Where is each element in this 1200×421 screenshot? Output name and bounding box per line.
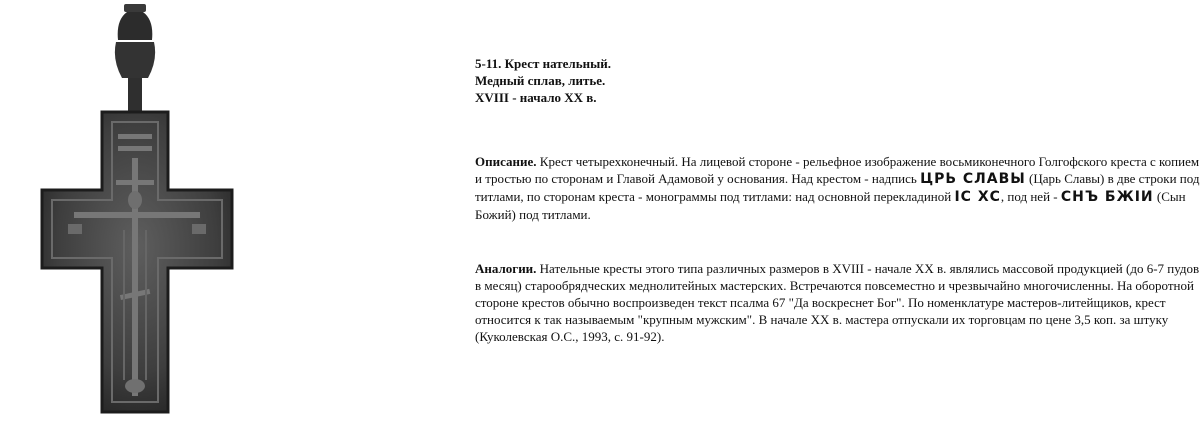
description-text-3: , под ней - <box>1000 189 1061 204</box>
analogies-text: Нательные кресты этого типа различных размеров в XVIII - начале XX в. являлись массовой продукцией (до 6-7 пудов в месяц) старообрядческих меднолитейных мастерских. Встречаются повсеместно и чрезвычайно многочисленны. На оборотной стороне крестов обычно воспроизведен текст псалма 67 "Да воскреснет Бог". По номенклатуре мастеров-литейщиков, крест относится к так называемым "крупным мужским". В начале XX в. мастера отпускали их торговцам по цене 3,5 коп. за штуку (Куколевская О.С., 1993, с. 91-92). <box>475 261 1200 344</box>
item-dating: XVIII - начало XX в. <box>475 90 597 105</box>
inscription-tsar-slavy: ЦРЬ СЛАВЫ <box>920 171 1026 187</box>
description-paragraph <box>475 153 1200 223</box>
analogies-label: Аналогии. <box>475 261 537 276</box>
item-number-title: 5-11. Крест нательный. <box>475 56 611 71</box>
inscription-syn-bozhiy: СНЪ БЖIИ <box>1060 189 1154 205</box>
description-label: Описание. <box>475 154 537 169</box>
cross-photo <box>20 0 250 421</box>
item-header <box>475 55 611 106</box>
description-text-2: (Царь Славы) в две строки под титлами, по сторонам креста - монограммы под титлами: над основной перекладиной <box>475 171 1200 204</box>
cross-finial <box>118 8 153 40</box>
description-text-1: Крест четырехконечный. На лицевой стороне - рельефное изображение восьмиконечного Голгофского креста с копием и тростью по сторонам и Главой Адамовой у основания. Над крестом - надпись <box>475 154 1200 186</box>
item-material: Медный сплав, литье. <box>475 73 606 88</box>
description-text-4: (Сын Божий) под титлами. <box>475 189 1186 222</box>
inscription-ic-xc: IС ХС <box>954 189 1001 205</box>
analogies-paragraph <box>475 260 1200 345</box>
